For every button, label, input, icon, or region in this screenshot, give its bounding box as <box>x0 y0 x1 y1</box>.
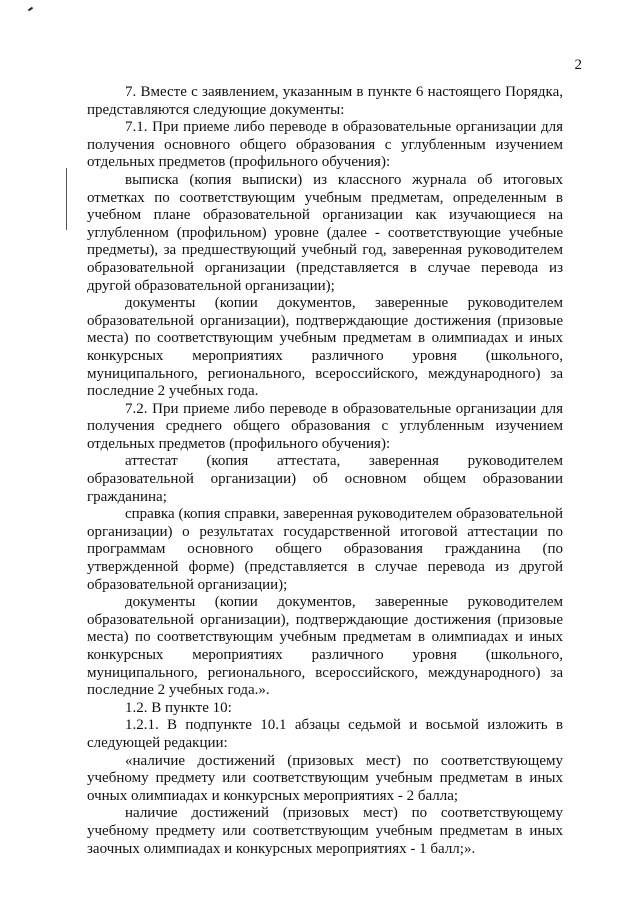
paragraph-extract: выписка (копия выписки) из классного журнала об итоговых отметках по соответствующим учебным предметам, определенным в учебном плане образовательной организации как изучающиеся на углубленном (профильном) уровне (далее - соответствующие учебные предметы), за предшествующий учебный год, заверенная руководителем образовательной организации (представляется в случае перевода из другой образовательной организации); <box>87 171 563 294</box>
paragraph-1-2-1: 1.2.1. В подпункте 10.1 абзацы седьмой и восьмой изложить в следующей редакции: <box>87 717 563 751</box>
paragraph-full-time: «наличие достижений (призовых мест) по соответствующему учебному предмету или соответствующим учебным предметам в иных очных олимпиадах и конкурсных мероприятиях - 2 балла; <box>87 752 563 804</box>
scan-mark <box>28 7 33 12</box>
paragraph-reference: справка (копия справки, заверенная руководителем образовательной организации) о результатах государственной итоговой аттестации по программам основного общего образования гражданина (по утвержденной форме) (представляется в случае перевода из другой образовательной организации); <box>87 506 563 593</box>
paragraph-7-1: 7.1. При приеме либо переводе в образовательные организации для получения основного общего образования с углубленным изучением отдельных предметов (профильного обучения): <box>87 119 563 171</box>
page-number: 2 <box>574 57 582 73</box>
paragraph-7-2: 7.2. При приеме либо переводе в образовательные организации для получения среднего общего образования с углубленным изучением отдельных предметов (профильного обучения): <box>87 400 563 452</box>
paragraph-documents-2: документы (копии документов, заверенные руководителем образовательной организации), подтверждающие достижения (призовые места) по соответствующим учебным предметам в олимпиадах и иных конкурсных мероприятиях различного уровня (школьного, муниципального, регионального, всероссийского, международного) за последние 2 учебных года.». <box>87 594 563 699</box>
paragraph-1-2: 1.2. В пункте 10: <box>125 699 232 716</box>
document-body <box>87 84 563 858</box>
paragraph-correspondence: наличие достижений (призовых мест) по соответствующему учебному предмету или соответствующим учебным предметам в иных заочных олимпиадах и конкурсных мероприятиях - 1 балл;». <box>87 805 563 857</box>
margin-line <box>66 168 67 230</box>
paragraph-documents-1: документы (копии документов, заверенные руководителем образовательной организации), подтверждающие достижения (призовые места) по соответствующим учебным предметам в олимпиадах и иных конкурсных мероприятиях различного уровня (школьного, муниципального, регионального, всероссийского, международного) за последние 2 учебных года. <box>87 295 563 400</box>
paragraph-7: 7. Вместе с заявлением, указанным в пункте 6 настоящего Порядка, представляются следующие документы: <box>87 84 563 118</box>
paragraph-certificate: аттестат (копия аттестата, заверенная руководителем образовательной организации) об основном общем образовании гражданина; <box>87 453 563 505</box>
